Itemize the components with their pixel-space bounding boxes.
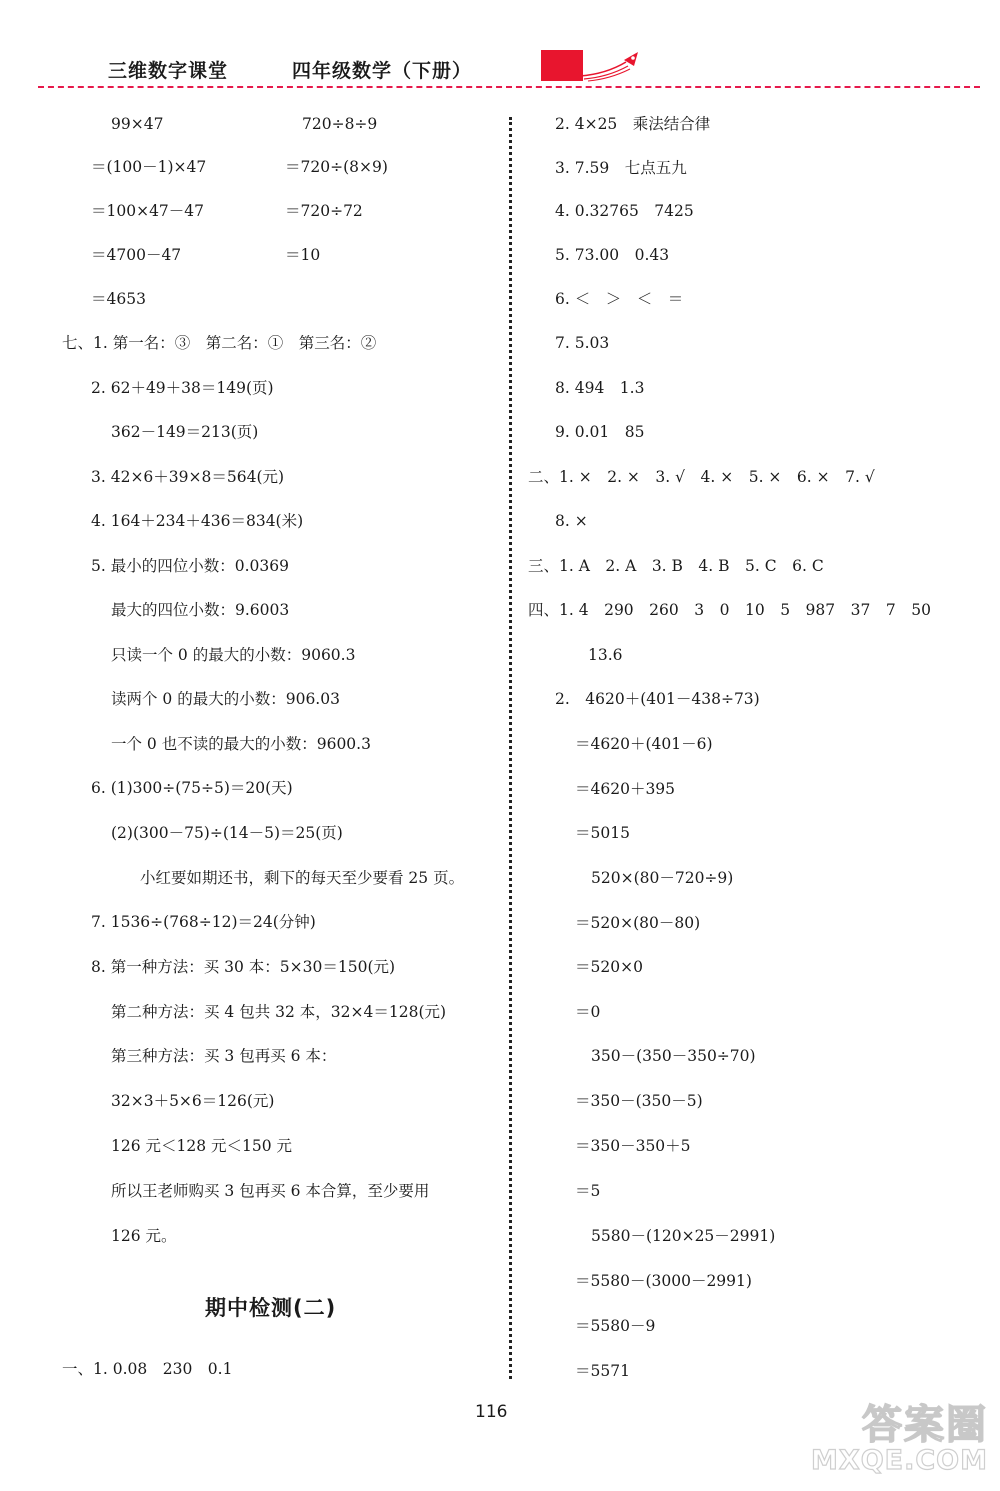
rocket-icon xyxy=(578,48,644,82)
answer-line: 126 元＜128 元＜150 元 xyxy=(111,1137,293,1155)
answer-line: 6. ＜ ＞ ＜ ＝ xyxy=(555,290,684,308)
answer-line: 362－149＝213(页) xyxy=(111,423,259,441)
calc-line: 2. 4620＋(401－438÷73) xyxy=(555,690,760,708)
answer-line: 读两个 0 的最大的小数：906.03 xyxy=(111,690,340,708)
answer-line: 2. 62＋49＋38＝149(页) xyxy=(91,379,274,397)
watermark-url: MXQE.COM xyxy=(811,1445,988,1476)
answer-line: 5. 73.00 0.43 xyxy=(555,246,670,264)
answer-line: 4. 164＋234＋436＝834(米) xyxy=(91,512,304,530)
calc-line: 520×(80－720÷9) xyxy=(591,869,734,887)
answer-line: 只读一个 0 的最大的小数：9060.3 xyxy=(111,646,356,664)
calc-line: ＝4620＋(401－6) xyxy=(575,735,713,753)
answer-line: 四、1. 4 290 260 3 0 10 5 987 37 7 50 xyxy=(528,601,931,619)
answer-line: 5. 最小的四位小数：0.0369 xyxy=(91,557,289,575)
answer-line: 7. 5.03 xyxy=(555,334,610,352)
answer-line: 3. 7.59 七点五九 xyxy=(555,159,687,177)
answer-line: 32×3＋5×6＝126(元) xyxy=(111,1092,275,1110)
calc-line: ＝5580－9 xyxy=(575,1317,656,1335)
calc-line: ＝4620＋395 xyxy=(575,780,676,798)
header-red-block xyxy=(541,50,583,81)
calc-line: 99×47 xyxy=(111,115,164,133)
watermark xyxy=(812,1393,992,1483)
answer-line: 一、1. 0.08 230 0.1 xyxy=(62,1360,233,1378)
calc-line: ＝520×0 xyxy=(575,958,643,976)
calc-line: 720÷8÷9 xyxy=(302,115,378,133)
calc-line: ＝350－(350－5) xyxy=(575,1092,703,1110)
answer-line: 七、1. 第一名：③ 第二名：① 第三名：② xyxy=(62,334,377,352)
series-title: 三维数字课堂 xyxy=(108,60,229,82)
calc-line: ＝5015 xyxy=(575,824,630,842)
answer-line: 所以王老师购买 3 包再买 6 本合算，至少要用 xyxy=(111,1182,430,1200)
answer-line: 8. 494 1.3 xyxy=(555,379,645,397)
answer-line: 13.6 xyxy=(588,646,623,664)
answer-line: 小红要如期还书，剩下的每天至少要看 25 页。 xyxy=(140,869,465,887)
header-dashed-rule xyxy=(38,86,980,88)
calc-line: ＝720÷(8×9) xyxy=(285,158,388,176)
answer-line: 9. 0.01 85 xyxy=(555,423,645,441)
section-title: 期中检测(二) xyxy=(205,1296,337,1320)
book-title: 四年级数学（下册） xyxy=(292,60,473,82)
calc-line: 350－(350－350÷70) xyxy=(591,1047,756,1065)
page-header xyxy=(0,0,1000,100)
answer-line: 6. (1)300÷(75÷5)＝20(天) xyxy=(91,779,293,797)
answer-line: 三、1. A 2. A 3. B 4. B 5. C 6. C xyxy=(528,557,824,575)
calc-line: ＝0 xyxy=(575,1003,601,1021)
answer-line: 8. 第一种方法：买 30 本：5×30＝150(元) xyxy=(91,958,396,976)
answer-line: 7. 1536÷(768÷12)＝24(分钟) xyxy=(91,913,316,931)
calc-line: 5580－(120×25－2991) xyxy=(591,1227,776,1245)
calc-line: ＝5580－(3000－2991) xyxy=(575,1272,752,1290)
answer-line: 第二种方法：买 4 包共 32 本，32×4＝128(元) xyxy=(111,1003,447,1021)
calc-line: ＝350－350＋5 xyxy=(575,1137,691,1155)
calc-line: ＝5571 xyxy=(575,1362,630,1380)
answer-line: 2. 4×25 乘法结合律 xyxy=(555,115,711,133)
calc-line: ＝4653 xyxy=(91,290,146,308)
calc-line: ＝10 xyxy=(285,246,321,264)
watermark-logo: 答案圈 xyxy=(862,1402,988,1448)
calc-line: ＝720÷72 xyxy=(285,202,363,220)
calc-line: ＝5 xyxy=(575,1182,601,1200)
answer-line: 4. 0.32765 7425 xyxy=(555,202,694,220)
answer-line: 最大的四位小数：9.6003 xyxy=(111,601,290,619)
calc-line: ＝100×47－47 xyxy=(91,202,205,220)
answer-line: 二、1. × 2. × 3. √ 4. × 5. × 6. × 7. √ xyxy=(528,468,875,486)
answer-line: 一个 0 也不读的最大的小数：9600.3 xyxy=(111,735,371,753)
calc-line: ＝(100－1)×47 xyxy=(91,158,207,176)
answer-line: 126 元。 xyxy=(111,1227,177,1245)
answer-line: (2)(300－75)÷(14－5)＝25(页) xyxy=(111,824,343,842)
page-number: 116 xyxy=(475,1402,508,1422)
answer-line: 8. × xyxy=(555,512,588,530)
answer-line: 3. 42×6＋39×8＝564(元) xyxy=(91,468,285,486)
column-divider xyxy=(509,117,512,1379)
answer-line: 第三种方法：买 3 包再买 6 本： xyxy=(111,1047,337,1065)
calc-line: ＝4700－47 xyxy=(91,246,182,264)
calc-line: ＝520×(80－80) xyxy=(575,914,701,932)
